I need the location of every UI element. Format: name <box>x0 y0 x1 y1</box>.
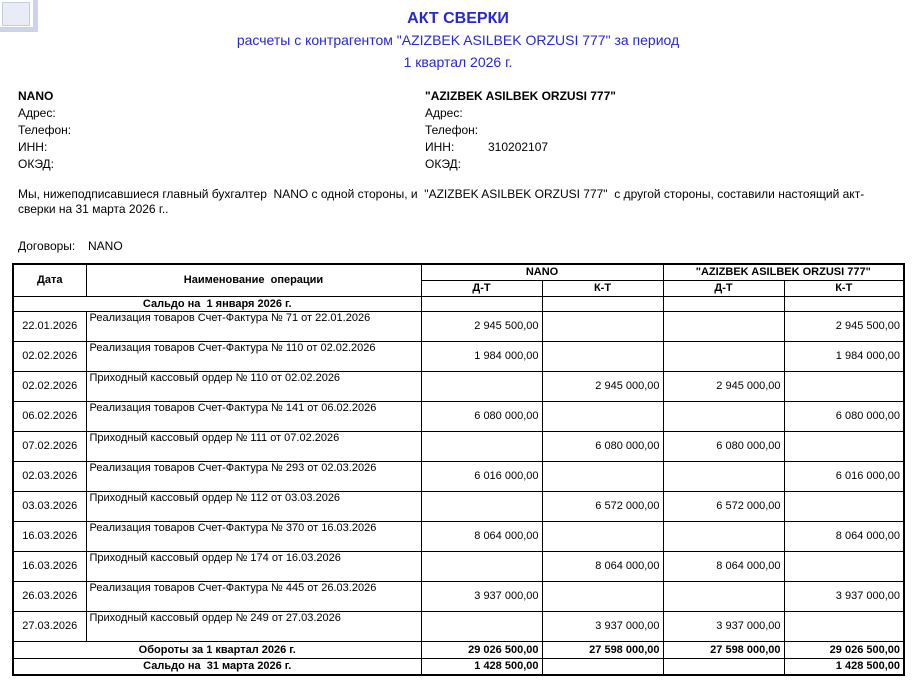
debit-nano-cell: 3 937 000,00 <box>421 581 542 611</box>
title-block <box>0 0 916 73</box>
closing-balance-label: Сальдо на 31 марта 2026 г. <box>13 658 421 675</box>
credit-counterparty-cell <box>784 371 904 401</box>
table-row <box>13 461 904 491</box>
credit-nano-cell: 3 937 000,00 <box>542 611 663 641</box>
party-right <box>425 88 916 173</box>
column-header-credit-nano: К-Т <box>542 280 663 296</box>
credit-nano-cell <box>542 581 663 611</box>
credit-counterparty-cell <box>784 611 904 641</box>
operation-cell: Реализация товаров Счет-Фактура № 293 от 02.03.2026 <box>86 461 421 491</box>
date-cell: 03.03.2026 <box>13 491 86 521</box>
debit-nano-cell: 2 945 500,00 <box>421 311 542 341</box>
credit-counterparty-cell <box>784 491 904 521</box>
credit-counterparty-cell <box>784 431 904 461</box>
date-cell: 16.03.2026 <box>13 521 86 551</box>
contracts-value: NANO <box>88 239 123 253</box>
subtitle-counterparty-period: расчеты с контрагентом "AZIZBEK ASILBEK ORZUSI 777" за период <box>236 32 680 48</box>
debit-counterparty-cell: 6 572 000,00 <box>663 491 784 521</box>
operation-cell: Реализация товаров Счет-Фактура № 445 от 26.03.2026 <box>86 581 421 611</box>
contracts-label: Договоры: <box>18 239 76 253</box>
opening-balance-dt-counterparty <box>663 296 784 311</box>
table-row <box>13 611 904 641</box>
credit-nano-cell <box>542 461 663 491</box>
debit-nano-cell <box>421 491 542 521</box>
credit-counterparty-cell: 3 937 000,00 <box>784 581 904 611</box>
credit-counterparty-cell <box>784 551 904 581</box>
debit-counterparty-cell <box>663 401 784 431</box>
closing-balance-dt-counterparty <box>663 658 784 675</box>
contracts-line <box>0 239 916 253</box>
debit-nano-cell <box>421 431 542 461</box>
corner-horizontal-bar <box>0 27 38 32</box>
freeze-panes-corner <box>0 0 40 34</box>
date-cell: 02.02.2026 <box>13 371 86 401</box>
party-right-phone-label: Телефон: <box>425 123 479 137</box>
turnover-label: Обороты за 1 квартал 2026 г. <box>13 641 421 658</box>
debit-nano-cell: 6 016 000,00 <box>421 461 542 491</box>
table-row <box>13 341 904 371</box>
table-row <box>13 401 904 431</box>
credit-counterparty-cell: 6 080 000,00 <box>784 401 904 431</box>
party-right-oked-label: ОКЭД: <box>425 157 462 171</box>
opening-balance-label: Сальдо на 1 января 2026 г. <box>13 296 421 311</box>
date-cell: 16.03.2026 <box>13 551 86 581</box>
table-row <box>13 371 904 401</box>
debit-counterparty-cell <box>663 341 784 371</box>
debit-counterparty-cell: 3 937 000,00 <box>663 611 784 641</box>
credit-nano-cell: 6 572 000,00 <box>542 491 663 521</box>
date-cell: 26.03.2026 <box>13 581 86 611</box>
debit-nano-cell <box>421 611 542 641</box>
party-right-inn-label: ИНН: <box>425 140 455 154</box>
table-row <box>13 581 904 611</box>
party-right-inn-value: 310202107 <box>488 140 549 154</box>
date-cell: 02.03.2026 <box>13 461 86 491</box>
table-footer <box>13 641 904 675</box>
debit-counterparty-cell <box>663 461 784 491</box>
closing-balance-row <box>13 658 904 675</box>
party-left-address-label: Адрес: <box>18 106 56 120</box>
credit-counterparty-cell: 2 945 500,00 <box>784 311 904 341</box>
group-header-counterparty: "AZIZBEK ASILBEK ORZUSI 777" <box>663 264 904 280</box>
operation-cell: Реализация товаров Счет-Фактура № 141 от 06.02.2026 <box>86 401 421 431</box>
debit-nano-cell <box>421 551 542 581</box>
table-row <box>13 311 904 341</box>
column-header-operation: Наименование операции <box>86 264 421 296</box>
party-right-name: "AZIZBEK ASILBEK ORZUSI 777" <box>425 89 616 103</box>
table-row <box>13 431 904 461</box>
operation-cell: Реализация товаров Счет-Фактура № 370 от 16.03.2026 <box>86 521 421 551</box>
reconciliation-table <box>12 263 905 676</box>
subtitle-quarter: 1 квартал 2026 г. <box>403 54 513 70</box>
debit-counterparty-cell: 2 945 000,00 <box>663 371 784 401</box>
date-cell: 27.03.2026 <box>13 611 86 641</box>
credit-counterparty-cell: 1 984 000,00 <box>784 341 904 371</box>
credit-nano-cell <box>542 401 663 431</box>
parties-block <box>0 88 916 173</box>
party-left-name: NANO <box>18 89 54 103</box>
preamble-text: Мы, нижеподписавшиеся главный бухгалтер NANO с одной стороны, и "AZIZBEK ASILBEK ORZUSI 777" с другой стороны, составили настоящий акт-сверки на 31 марта 2026 г.. <box>18 187 865 216</box>
debit-counterparty-cell: 8 064 000,00 <box>663 551 784 581</box>
party-right-address-label: Адрес: <box>425 106 463 120</box>
party-left <box>18 88 425 173</box>
date-cell: 22.01.2026 <box>13 311 86 341</box>
closing-balance-dt-nano: 1 428 500,00 <box>421 658 542 675</box>
turnover-row <box>13 641 904 658</box>
operation-cell: Приходный кассовый ордер № 110 от 02.02.2026 <box>86 371 421 401</box>
debit-counterparty-cell <box>663 581 784 611</box>
credit-nano-cell: 6 080 000,00 <box>542 431 663 461</box>
opening-balance-row <box>13 296 904 311</box>
closing-balance-kt-nano <box>542 658 663 675</box>
page-title: АКТ СВЕРКИ <box>407 10 509 27</box>
date-cell: 02.02.2026 <box>13 341 86 371</box>
date-cell: 07.02.2026 <box>13 431 86 461</box>
table-header <box>13 264 904 296</box>
turnover-dt-nano: 29 026 500,00 <box>421 641 542 658</box>
operation-cell: Приходный кассовый ордер № 111 от 07.02.2026 <box>86 431 421 461</box>
operation-cell: Реализация товаров Счет-Фактура № 71 от 22.01.2026 <box>86 311 421 341</box>
credit-nano-cell <box>542 341 663 371</box>
debit-nano-cell: 6 080 000,00 <box>421 401 542 431</box>
credit-counterparty-cell: 6 016 000,00 <box>784 461 904 491</box>
credit-nano-cell: 2 945 000,00 <box>542 371 663 401</box>
party-left-inn-label: ИНН: <box>18 140 48 154</box>
debit-nano-cell: 1 984 000,00 <box>421 341 542 371</box>
opening-balance-kt-nano <box>542 296 663 311</box>
turnover-kt-counterparty: 29 026 500,00 <box>784 641 904 658</box>
turnover-dt-counterparty: 27 598 000,00 <box>663 641 784 658</box>
corner-cell <box>2 2 30 26</box>
column-header-date: Дата <box>13 264 86 296</box>
credit-nano-cell <box>542 521 663 551</box>
table-body <box>13 296 904 641</box>
credit-nano-cell: 8 064 000,00 <box>542 551 663 581</box>
debit-counterparty-cell: 6 080 000,00 <box>663 431 784 461</box>
closing-balance-kt-counterparty: 1 428 500,00 <box>784 658 904 675</box>
table-row <box>13 551 904 581</box>
table-row <box>13 521 904 551</box>
opening-balance-dt-nano <box>421 296 542 311</box>
party-left-oked-label: ОКЭД: <box>18 157 55 171</box>
operation-cell: Приходный кассовый ордер № 174 от 16.03.2026 <box>86 551 421 581</box>
column-header-debit-nano: Д-Т <box>421 280 542 296</box>
operation-cell: Реализация товаров Счет-Фактура № 110 от 02.02.2026 <box>86 341 421 371</box>
debit-counterparty-cell <box>663 521 784 551</box>
party-left-phone-label: Телефон: <box>18 123 72 137</box>
table-row <box>13 491 904 521</box>
operation-cell: Приходный кассовый ордер № 112 от 03.03.2026 <box>86 491 421 521</box>
date-cell: 06.02.2026 <box>13 401 86 431</box>
column-header-debit-counterparty: Д-Т <box>663 280 784 296</box>
group-header-nano: NANO <box>421 264 663 280</box>
debit-nano-cell: 8 064 000,00 <box>421 521 542 551</box>
operation-cell: Приходный кассовый ордер № 249 от 27.03.2026 <box>86 611 421 641</box>
opening-balance-kt-counterparty <box>784 296 904 311</box>
debit-counterparty-cell <box>663 311 784 341</box>
debit-nano-cell <box>421 371 542 401</box>
column-header-credit-counterparty: К-Т <box>784 280 904 296</box>
credit-counterparty-cell: 8 064 000,00 <box>784 521 904 551</box>
credit-nano-cell <box>542 311 663 341</box>
turnover-kt-nano: 27 598 000,00 <box>542 641 663 658</box>
